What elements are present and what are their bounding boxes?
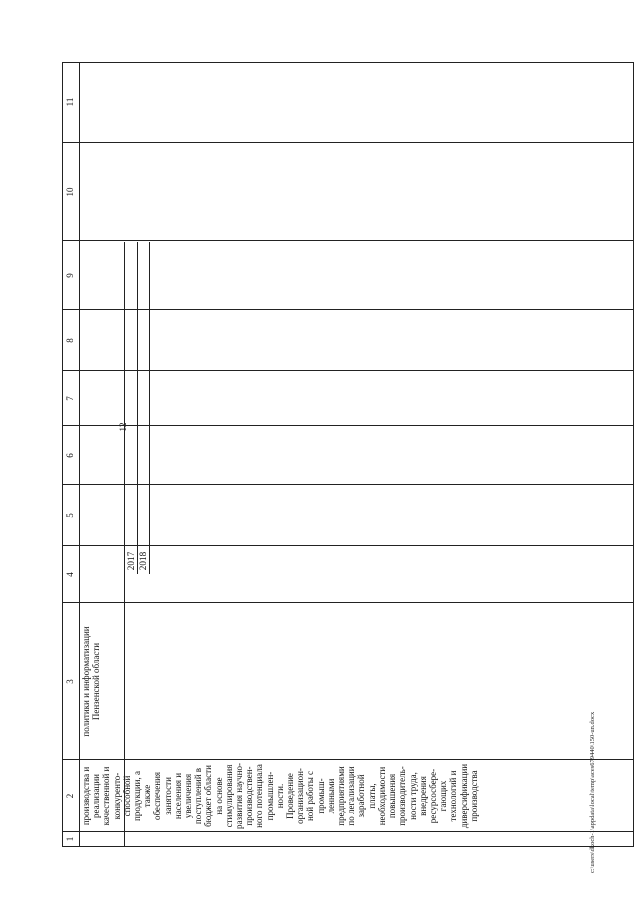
col-divider bbox=[63, 142, 633, 143]
col3-org-top: политики и информатизации Пензенской области bbox=[81, 626, 102, 737]
col-num: 7 bbox=[65, 396, 75, 401]
col-num: 1 bbox=[65, 836, 75, 842]
col-divider bbox=[63, 831, 633, 832]
rotated-table bbox=[62, 62, 634, 847]
header-divider bbox=[79, 63, 80, 846]
col-divider bbox=[63, 602, 633, 603]
col-num: 2 bbox=[65, 793, 75, 799]
table-grid bbox=[62, 62, 634, 847]
col-num: 4 bbox=[65, 572, 75, 577]
col2-description: производства и реализации качественной и конкуренто-способной продукции, а также обеспечения занятости населения и увеличения поступлений в бюджет области на основе стимулирования развития научно-производствен-ного потенциала промышлен-ности. Проведение организацион-ной работы с промыш-ленными предприятиями по легализации заработной платы, необходимости повышения производитель-ности труда, внедрения ресурсосбере-гающих технологий и диверсификации производства bbox=[81, 763, 479, 829]
col-divider bbox=[63, 240, 633, 241]
col-num: 5 bbox=[65, 513, 75, 518]
col-num: 6 bbox=[65, 453, 75, 458]
col-num: 9 bbox=[65, 273, 75, 278]
col-num: 11 bbox=[65, 97, 75, 107]
col-divider bbox=[63, 759, 633, 760]
page-number: 12 bbox=[118, 422, 128, 432]
year-2018: 2018 bbox=[137, 551, 148, 571]
year-2017: 2017 bbox=[125, 551, 136, 571]
col-num: 3 bbox=[65, 679, 75, 684]
footer-file-path: c:\users\dkoch-1\appdata\local\temp\aces679440\150-un.docx bbox=[589, 711, 596, 873]
col-num: 10 bbox=[65, 187, 75, 197]
col-num: 8 bbox=[65, 338, 75, 343]
